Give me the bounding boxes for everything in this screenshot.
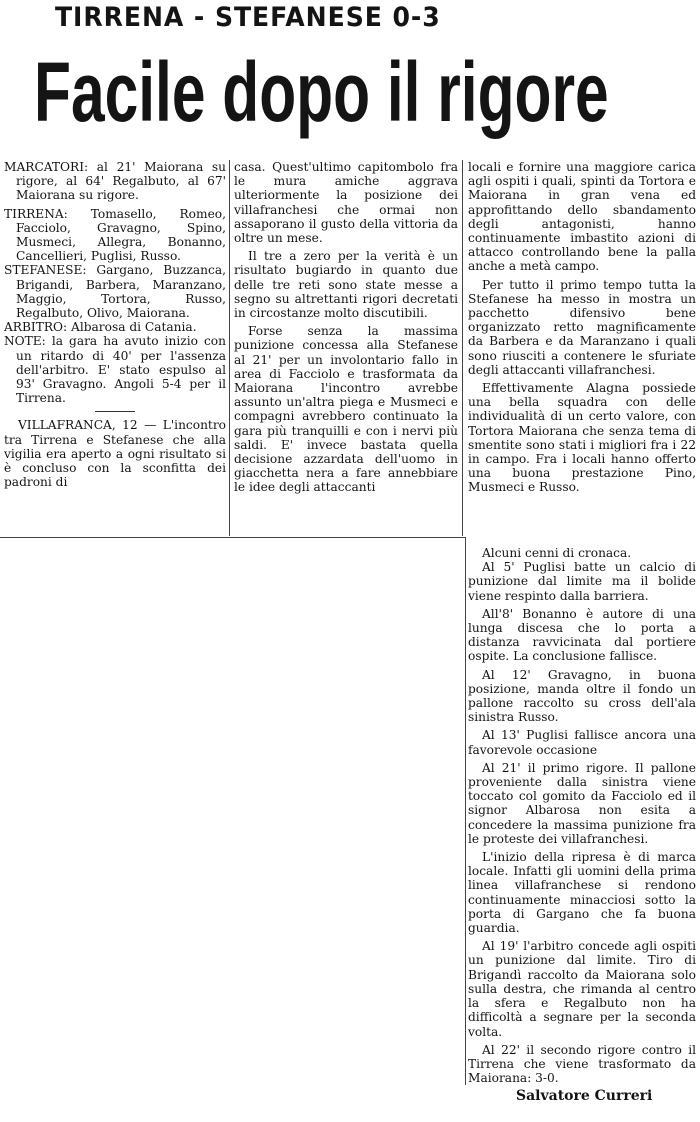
chronicle-paragraph: All'8' Bonanno è autore di una lunga discesa che lo porta a distanza ravvicinata dal portiere ospite. La conclusione fallisce. <box>468 606 696 664</box>
notes-line: NOTE: la gara ha avuto inizio con un ritardo di 40' per l'assenza dell'arbitro. E' stato espulso al 93' Gravagno. Angoli 5-4 per il Tirrena. <box>4 334 226 406</box>
article-paragraph: Il tre a zero per la verità è un risultato bugiardo in quanto due delle tre reti sono state messe a segno su altrettanti rigori decretati in circostanze molto discutibili. <box>234 249 458 321</box>
article-paragraph: Forse senza la massima punizione concessa alla Stefanese al 21' per un involontario fallo in area di Facciolo e trasformata da Maiorana l'incontro avrebbe assunto un'altra piega e Musmeci e compagni avrebbero continuato la gara più tranquilli e con i nervi più saldi. E' invece bastata quella decisione azzardata dell'uomo in giacchetta nera a fare annebbiare le idee degli attaccanti <box>234 324 458 495</box>
column-3 <box>468 160 696 495</box>
chronicle-paragraph: Al 19' l'arbitro concede agli ospiti un punizione dal limite. Tiro di Brigandì raccolto da Maiorana solo sulla destra, che rimanda al centro la sfera e Regalbuto non ha difficoltà a segnare per la seconda volta. <box>468 939 696 1039</box>
tirrena-lineup: TIRRENA: Tomasello, Romeo, Facciolo, Gravagno, Spino, Musmeci, Allegra, Bonanno, Cancellieri, Puglisi, Russo. <box>4 206 226 264</box>
chronicle-paragraph: L'inizio della ripresa è di marca locale. Infatti gli uomini della prima linea villafranchese si rendono continuamente minacciosi sotto la porta di Gargano che fa buona guardia. <box>468 850 696 936</box>
chronicle-paragraph: Al 13' Puglisi fallisce ancora una favorevole occasione <box>468 728 696 757</box>
chronicle-paragraph: Al 22' il secondo rigore contro il Tirrena che viene trasformato da Maiorana: 3-0. <box>468 1042 696 1086</box>
scorers-line: MARCATORI: al 21' Maiorana su rigore, al 64' Regalbuto, al 67' Maiorana su rigore. <box>4 160 226 203</box>
section-separator <box>95 411 135 412</box>
headline: Facile dopo il rigore <box>34 45 609 139</box>
chronicle-intro: Alcuni cenni di cronaca. <box>482 546 632 560</box>
article-paragraph: locali e fornire una maggiore carica agli ospiti i quali, spinti da Tortora e Maiorana in gran vena ed approfittando dello sbandamento degli antagonisti, hanno continuamente imbastito azioni di attacco controllando bene la palla anche a metà campo. <box>468 160 696 274</box>
chronicle-paragraph: Al 21' il primo rigore. Il pallone proveniente dalla sinistra viene toccato col gomito da Facciolo ed il signor Albarosa non esita a concedere la massima punizione fra le proteste dei villafranchesi. <box>468 760 696 846</box>
chronicle-column <box>468 546 696 1085</box>
article-paragraph: casa. Quest'ultimo capitombolo fra le mura amiche aggrava ulteriormente la posizione dei villafranchesi che ormai non assaporano il gusto della vittoria da oltre un mese. <box>234 160 458 246</box>
chronicle-paragraph: Al 12' Gravagno, in buona posizione, manda oltre il fondo un pallone raccolto su cross dell'ala sinistra Russo. <box>468 667 696 725</box>
byline: Salvatore Curreri <box>516 1088 653 1104</box>
match-kicker: TIRRENA - STEFANESE 0-3 <box>55 2 441 33</box>
column-rule-3 <box>465 537 466 1085</box>
chronicle-paragraph: Al 5' Puglisi batte un calcio di punizione dal limite ma il bolide viene respinto dalla barriera. <box>468 560 696 603</box>
column-rule-2 <box>462 160 463 536</box>
stefanese-lineup: STEFANESE: Gargano, Buzzanca, Brigandi, Barbera, Maranzano, Maggio, Tortora, Russo, Regalbuto, Olivo, Maiorana. <box>4 263 226 321</box>
column-rule-1 <box>229 160 230 536</box>
referee-line: ARBITRO: Albarosa di Catania. <box>4 320 197 335</box>
bottom-rule <box>0 537 466 538</box>
article-paragraph: Per tutto il primo tempo tutta la Stefanese ha messo in mostra un pacchetto difensivo bene organizzato retto magnificamente da Barbera e da Maranzano i quali sono riusciti a contenere le sfuriate degli attaccanti villafranchesi. <box>468 277 696 377</box>
column-1 <box>4 160 226 489</box>
column-2 <box>234 160 458 495</box>
dateline-paragraph: VILLAFRANCA, 12 — L'incontro tra Tirrena e Stefanese che alla vigilia era aperto a ogni risultato si è concluso con la sconfitta dei padroni di <box>4 418 226 490</box>
article-paragraph: Effettivamente Alagna possiede una bella squadra con delle individualità di un certo valore, con Tortora Maiorana che senza tema di smentite sono stati i migliori fra i 22 in campo. Fra i locali hanno offerto una buona prestazione Pino, Musmeci e Russo. <box>468 381 696 495</box>
